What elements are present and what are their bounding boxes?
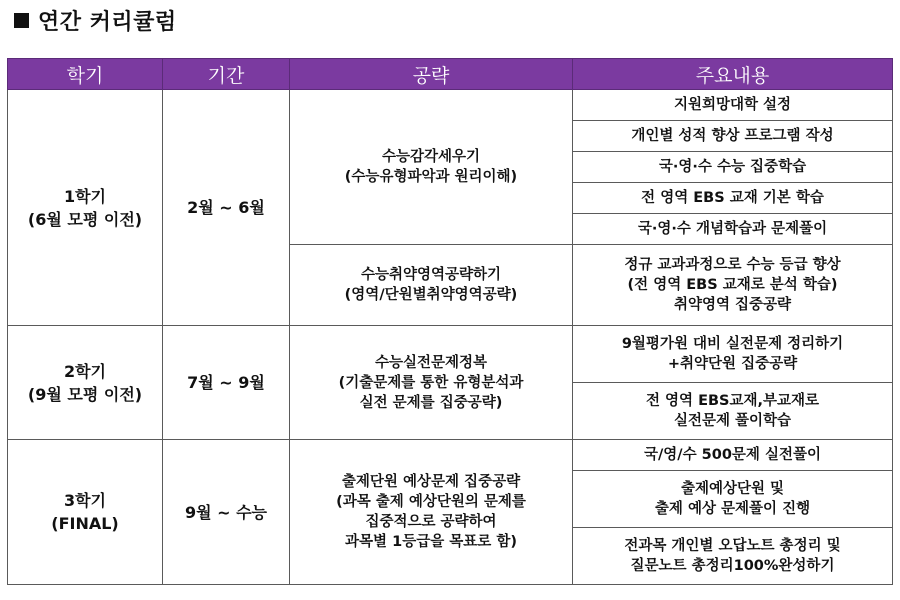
content-cell: 국/영/수 500문제 실전풀이 <box>573 440 893 471</box>
header-semester: 학기 <box>8 59 163 90</box>
content-cell: 출제예상단원 및 출제 예상 문제풀이 진행 <box>573 471 893 528</box>
strategy-cell: 출제단원 예상문제 집중공략 (과목 출제 예상단원의 문제를 집중적으로 공략하여 과목별 1등급을 목표로 함) <box>290 440 573 585</box>
strategy-cell: 수능실전문제정복 (기출문제를 통한 유형분석과 실전 문제를 집중공략) <box>290 326 573 440</box>
content-cell: 전과목 개인별 오답노트 총정리 및 질문노트 총정리100%완성하기 <box>573 528 893 585</box>
strategy-cell: 수능감각세우기 (수능유형파악과 원리이해) <box>290 90 573 245</box>
table-row <box>8 90 893 121</box>
content-cell: 정규 교과과정으로 수능 등급 향상 (전 영역 EBS 교재로 분석 학습) 취약영역 집중공략 <box>573 245 893 326</box>
period-cell: 9월 ~ 수능 <box>163 440 290 585</box>
table-row <box>8 326 893 383</box>
content-cell: 국·영·수 개념학습과 문제풀이 <box>573 214 893 245</box>
content-cell: 국·영·수 수능 집중학습 <box>573 152 893 183</box>
header-main-content: 주요내용 <box>573 59 893 90</box>
semester-cell: 3학기 (FINAL) <box>8 440 163 585</box>
table-row <box>8 440 893 471</box>
page-title-text: 연간 커리큘럼 <box>38 9 177 35</box>
header-period: 기간 <box>163 59 290 90</box>
black-square-icon <box>14 13 29 28</box>
semester-cell: 2학기 (9월 모평 이전) <box>8 326 163 440</box>
header-strategy: 공략 <box>290 59 573 90</box>
content-cell: 전 영역 EBS 교재 기본 학습 <box>573 183 893 214</box>
page-title <box>14 4 177 36</box>
strategy-cell: 수능취약영역공략하기 (영역/단원별취약영역공략) <box>290 245 573 326</box>
content-cell: 전 영역 EBS교재,부교재로 실전문제 풀이학습 <box>573 383 893 440</box>
period-cell: 2월 ~ 6월 <box>163 90 290 326</box>
content-cell: 지원희망대학 설정 <box>573 90 893 121</box>
content-cell: 9월평가원 대비 실전문제 정리하기 +취약단원 집중공략 <box>573 326 893 383</box>
semester-cell: 1학기 (6월 모평 이전) <box>8 90 163 326</box>
content-cell: 개인별 성적 향상 프로그램 작성 <box>573 121 893 152</box>
period-cell: 7월 ~ 9월 <box>163 326 290 440</box>
table-header-row <box>8 59 893 90</box>
curriculum-table <box>7 58 893 585</box>
